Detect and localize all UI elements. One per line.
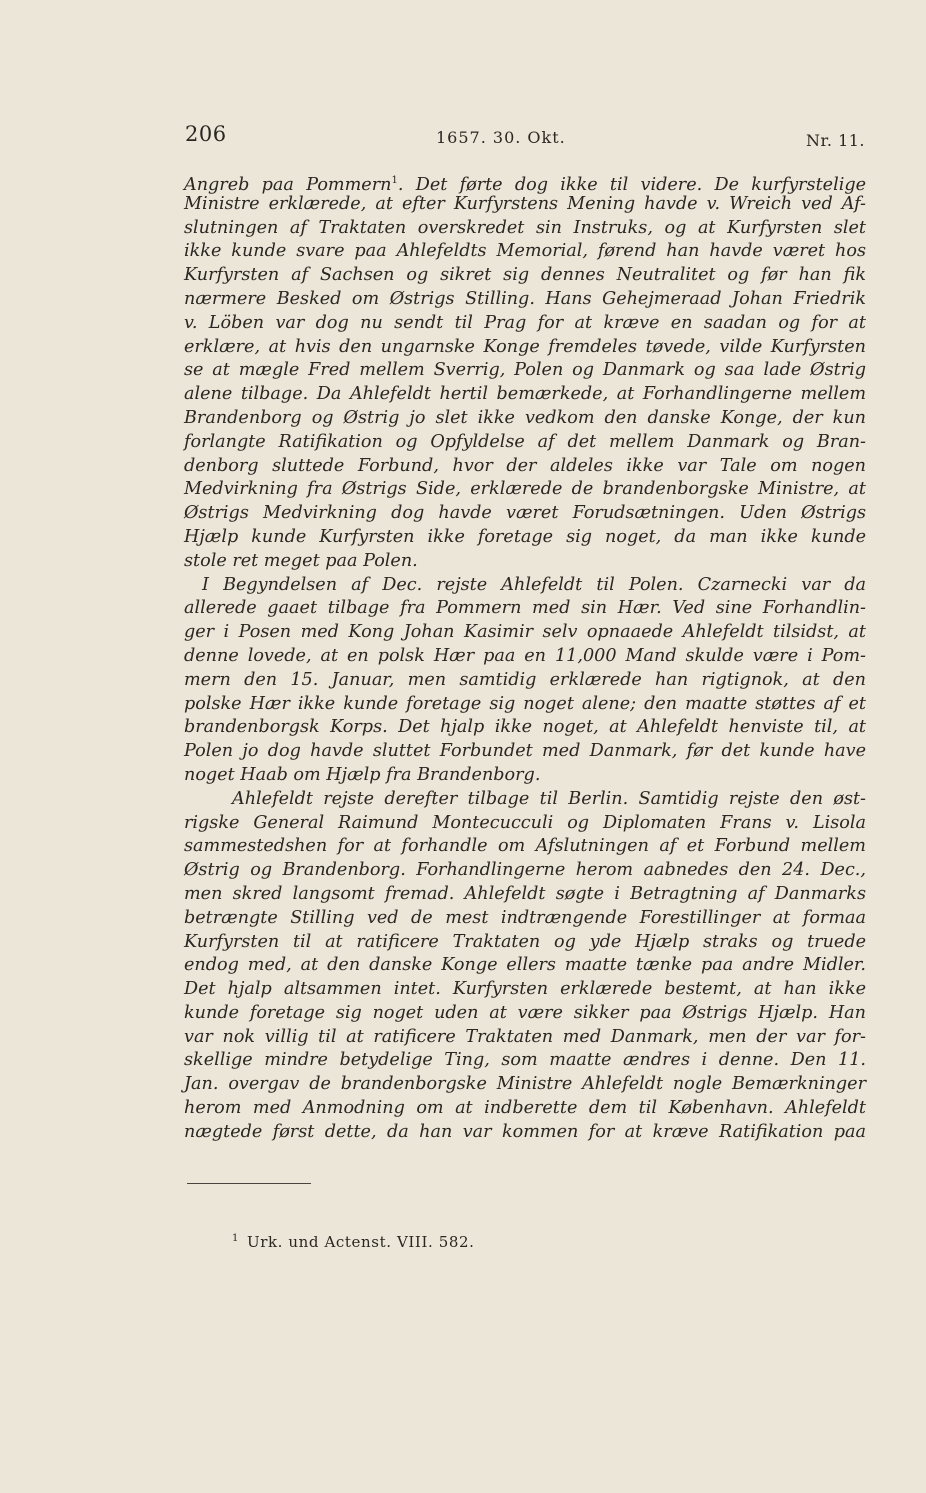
text-line: Brandenborg og Østrig jo slet ikke vedkom den danske Konge, der kun — [184, 407, 866, 428]
text-line: alene tilbage. Da Ahlefeldt hertil bemærkede, at Forhandlingerne mellem — [184, 384, 866, 405]
text-line: Medvirkning fra Østrigs Side, erklærede de brandenborgske Ministre, at — [184, 479, 866, 500]
text-line: mern den 15. Januar, men samtidig erklærede han rigtignok, at den — [184, 669, 866, 690]
text-line: herom med Anmodning om at indberette dem til København. Ahlefeldt — [184, 1098, 866, 1119]
text-line: nærmere Besked om Østrigs Stilling. Hans Gehejmeraad Johan Friedrik — [184, 288, 866, 309]
text-line: ikke kunde svare paa Ahlefeldts Memorial, førend han havde været hos — [184, 241, 866, 262]
running-header-date: 1657. 30. Okt. — [436, 128, 566, 147]
text-line: forlangte Ratifikation og Opfyldelse af det mellem Danmark og Bran- — [184, 431, 866, 452]
text-line: endog med, at den danske Konge ellers maatte tænke paa andre Midler. — [184, 955, 866, 976]
text-line: kunde foretage sig noget uden at være sikker paa Østrigs Hjælp. Han — [184, 1002, 866, 1023]
text-line: polske Hær ikke kunde foretage sig noget alene; den maatte støttes af et — [184, 693, 866, 714]
page-number: 206 — [185, 122, 227, 146]
text-line: Kurfyrsten af Sachsen og sikret sig dennes Neutralitet og før han fik — [184, 265, 866, 286]
text-line: betrængte Stilling ved de mest indtrængende Forestillinger at formaa — [184, 907, 866, 928]
text-line: I Begyndelsen af Dec. rejste Ahlefeldt til Polen. Czarnecki var da — [202, 574, 866, 595]
text-line: noget Haab om Hjælp fra Brandenborg. — [184, 764, 541, 785]
text-line: nægtede først dette, da han var kommen for at kræve Ratifikation paa — [184, 1121, 866, 1142]
text-line: men skred langsomt fremad. Ahlefeldt søgte i Betragtning af Danmarks — [184, 883, 866, 904]
text-line: slutningen af Traktaten overskredet sin Instruks, og at Kurfyrsten slet — [184, 217, 866, 238]
text-line: Det hjalp altsammen intet. Kurfyrsten erklærede bestemt, at han ikke — [184, 979, 866, 1000]
text-line: Østrig og Brandenborg. Forhandlingerne herom aabnedes den 24. Dec., — [184, 860, 866, 881]
footnote-mark: 1 — [232, 1233, 239, 1244]
text-line: rigske General Raimund Montecucculi og Diplomaten Frans v. Lisola — [184, 812, 866, 833]
text-line: stole ret meget paa Polen. — [184, 550, 418, 571]
document-number: Nr. 11. — [806, 131, 866, 150]
text-line: brandenborgsk Korps. Det hjalp ikke noget, at Ahlefeldt henviste til, at — [184, 717, 866, 738]
text-line: erklære, at hvis den ungarnske Konge fremdeles tøvede, vilde Kurfyrsten — [184, 336, 866, 357]
text-line: Jan. overgav de brandenborgske Ministre Ahlefeldt nogle Bemærkninger — [184, 1074, 866, 1095]
text-line: Angreb paa Pommern$^1$. Det førte dog ikke til videre. De kurfyrstelige — [184, 174, 866, 195]
text-line: Polen jo dog havde sluttet Forbundet med Danmark, før det kunde have — [184, 741, 866, 762]
text-line: v. Löben var dog nu sendt til Prag for at kræve en saadan og for at — [184, 312, 866, 333]
footnote — [232, 1233, 475, 1251]
text-line: se at mægle Fred mellem Sverrig, Polen og Danmark og saa lade Østrig — [184, 360, 866, 381]
footnote-text: Urk. und Actenst. VIII. 582. — [246, 1233, 475, 1251]
footnote-divider — [187, 1183, 311, 1184]
text-line: var nok villig til at ratificere Traktaten med Danmark, men der var for- — [184, 1026, 866, 1047]
text-line: denne lovede, at en polsk Hær paa en 11,000 Mand skulde være i Pom- — [184, 645, 866, 666]
text-line: Ministre erklærede, at efter Kurfyrstens Mening havde v. Wreich ved Af- — [184, 193, 866, 214]
text-line: skellige mindre betydelige Ting, som maatte ændres i denne. Den 11. — [184, 1050, 866, 1071]
text-line: ger i Posen med Kong Johan Kasimir selv opnaaede Ahlefeldt tilsidst, at — [184, 622, 866, 643]
text-line: denborg sluttede Forbund, hvor der aldeles ikke var Tale om nogen — [184, 455, 866, 476]
text-line: Østrigs Medvirkning dog havde været Forudsætningen. Uden Østrigs — [184, 503, 866, 524]
body-text — [184, 169, 866, 1145]
footnote-reference: 1 — [391, 175, 398, 186]
text-line: Ahlefeldt rejste derefter tilbage til Berlin. Samtidig rejste den øst- — [232, 788, 866, 809]
text-line: Kurfyrsten til at ratificere Traktaten og yde Hjælp straks og truede — [184, 931, 866, 952]
text-line: Hjælp kunde Kurfyrsten ikke foretage sig noget, da man ikke kunde — [184, 526, 866, 547]
text-line: sammestedshen for at forhandle om Afslutningen af et Forbund mellem — [184, 836, 866, 857]
text-line: allerede gaaet tilbage fra Pommern med sin Hær. Ved sine Forhandlin- — [184, 598, 866, 619]
